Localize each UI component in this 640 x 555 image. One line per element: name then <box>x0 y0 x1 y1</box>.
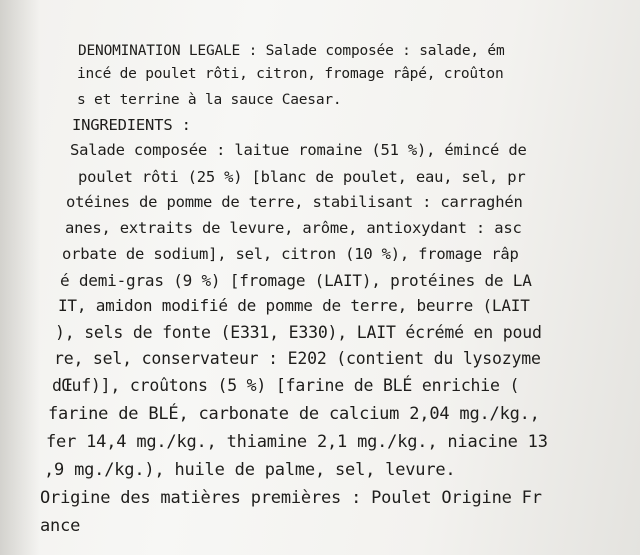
label-line-ingredients-10: dŒuf)], croûtons (5 %) [farine de BLÉ enrichie ( <box>52 376 520 395</box>
label-line-ingredients-5: orbate de sodium], sel, citron (10 %), fromage râp <box>62 245 519 263</box>
label-line-ingredients-11: farine de BLÉ, carbonate de calcium 2,04 mg./kg., <box>48 404 540 424</box>
label-line-ingredients-8: ), sels de fonte (E331, E330), LAIT écrémé en poud <box>55 323 542 342</box>
label-line-ingredients-7: IT, amidon modifié de pomme de terre, beurre (LAIT <box>58 296 530 315</box>
label-line-origin-2: ance <box>40 516 81 536</box>
label-line-ingredients-13: ,9 mg./kg.), huile de palme, sel, levure. <box>44 460 456 480</box>
label-line-ingredients-1: Salade composée : laitue romaine (51 %), émincé de <box>70 141 527 159</box>
label-line-ingredients-12: fer 14,4 mg./kg., thiamine 2,1 mg./kg., niacine 13 <box>46 432 548 452</box>
label-line-ingredients-2: poulet rôti (25 %) [blanc de poulet, eau, sel, pr <box>78 168 526 186</box>
paper-shadow <box>0 0 40 555</box>
label-line-legal-name-2: incé de poulet rôti, citron, fromage râpé, croûton <box>77 66 504 82</box>
label-line-ingredients-heading: INGREDIENTS : <box>72 116 191 134</box>
label-line-ingredients-4: anes, extraits de levure, arôme, antioxydant : asc <box>65 219 522 237</box>
label-line-ingredients-9: re, sel, conservateur : E202 (contient du lysozyme <box>54 349 541 368</box>
label-line-legal-name-3: s et terrine à la sauce Caesar. <box>77 92 342 108</box>
label-line-legal-name-1: DENOMINATION LEGALE : Salade composée : salade, ém <box>78 43 505 59</box>
label-line-origin-1: Origine des matières premières : Poulet Origine Fr <box>40 488 542 508</box>
label-line-ingredients-6: é demi-gras (9 %) [fromage (LAIT), protéines de LA <box>60 271 532 290</box>
label-line-ingredients-3: otéines de pomme de terre, stabilisant : carraghén <box>66 193 523 211</box>
